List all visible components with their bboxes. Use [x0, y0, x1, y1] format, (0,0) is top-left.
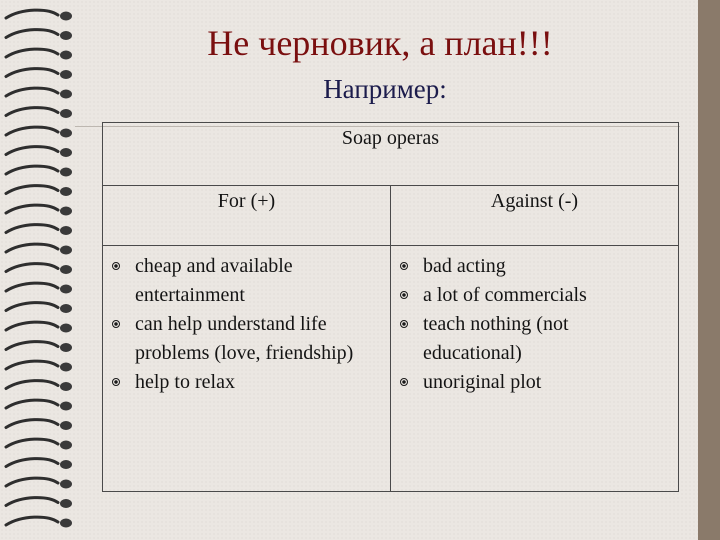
- table-topic: Soap operas: [103, 123, 679, 186]
- for-cell: [103, 246, 391, 492]
- for-list: [107, 252, 382, 397]
- list-item: a lot of commercials: [395, 281, 670, 310]
- against-cell: [391, 246, 679, 492]
- list-item: can help understand life problems (love, friendship): [107, 310, 382, 368]
- list-item: help to relax: [107, 368, 382, 397]
- page-edge: [698, 0, 720, 540]
- list-item: unoriginal plot: [395, 368, 670, 397]
- column-header-against: Against (-): [391, 186, 679, 246]
- slide-subtitle: Например:: [323, 74, 447, 104]
- column-header-for: For (+): [103, 186, 391, 246]
- list-item: teach nothing (not educational): [395, 310, 670, 368]
- plan-table: [102, 122, 679, 492]
- against-list: [395, 252, 670, 397]
- list-item: cheap and available entertainment: [107, 252, 382, 310]
- list-item: bad acting: [395, 252, 670, 281]
- slide-title: Не черновик, а план!!!: [207, 23, 553, 63]
